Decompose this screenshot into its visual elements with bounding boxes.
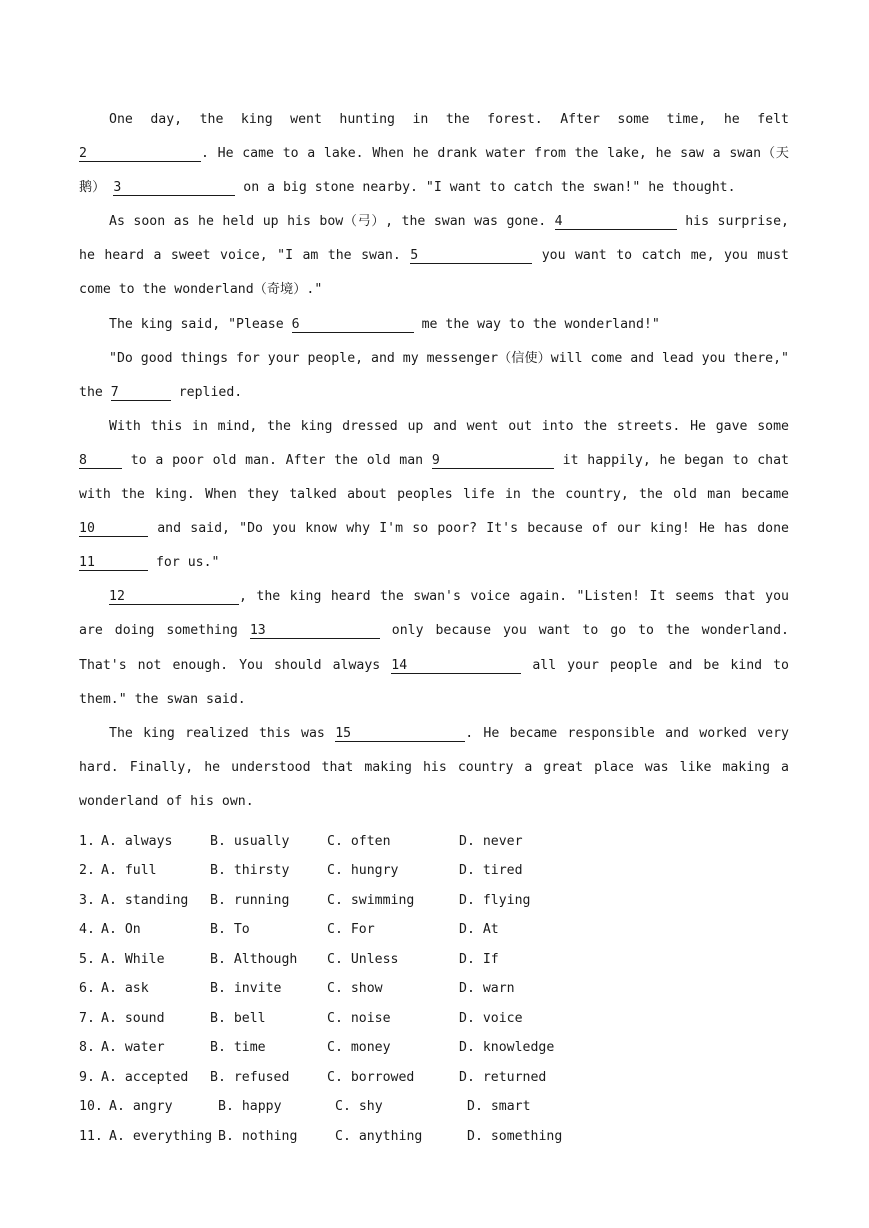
option-b: B. nothing (218, 1128, 298, 1144)
option-row (79, 833, 789, 863)
option-d: D. something (467, 1128, 563, 1144)
option-a: A. standing (101, 892, 189, 908)
option-a: A. water (101, 1040, 165, 1056)
passage-text: you want to catch me, you must come to the wonderland（奇境）." (79, 248, 789, 298)
blank-12: 12 (109, 589, 239, 605)
blank-14: 14 (391, 658, 521, 674)
question-number: 4. (79, 922, 95, 938)
question-number: 1. (79, 833, 95, 849)
option-row (79, 1098, 789, 1128)
paragraph-7 (79, 717, 789, 819)
passage-text: . He became responsible and worked very hard. Finally, he understood that making his country a great place was like making a wonderland of his own. (79, 725, 789, 809)
question-number: 10. (79, 1099, 103, 1115)
passage-text: replied. (178, 384, 243, 400)
option-d: D. warn (459, 981, 515, 997)
option-c: C. swimming (327, 892, 415, 908)
passage-text: it happily, he began to chat with the king. When they talked about peoples life in the country, the old man became (79, 452, 789, 503)
option-b: B. happy (218, 1099, 282, 1115)
paragraph-4 (79, 342, 789, 410)
blank-6: 6 (292, 317, 414, 333)
passage-text: . He came to a lake. When he drank water from the lake, he saw a swan（天鹅） (79, 146, 789, 196)
question-number: 9. (79, 1069, 95, 1085)
paragraph-5 (79, 410, 789, 580)
option-d: D. At (459, 922, 499, 938)
passage-text: One day, the king went hunting in the forest. After some time, he felt (109, 112, 789, 127)
option-a: A. always (101, 833, 173, 849)
option-c: C. hungry (327, 863, 399, 879)
blank-9: 9 (432, 453, 554, 469)
blank-13: 13 (250, 623, 380, 639)
option-a: A. accepted (101, 1069, 189, 1085)
option-b: B. thirsty (210, 863, 290, 879)
paragraph-3 (79, 308, 789, 342)
option-c: C. noise (327, 1010, 391, 1026)
question-number: 8. (79, 1040, 95, 1056)
passage-text: to a poor old man. After the old man (130, 452, 424, 468)
passage-text: for us." (155, 555, 220, 571)
blank-11: 11 (79, 555, 148, 571)
document-page (79, 103, 789, 1157)
passage-text: , the king heard the swan's voice again. "Listen! It seems that you are doing something (79, 589, 789, 639)
paragraph-2 (79, 205, 789, 307)
option-d: D. knowledge (459, 1040, 555, 1056)
passage-text: With this in mind, the king dressed up and went out into the streets. He gave some (109, 418, 789, 434)
passage-text: The king said, "Please (109, 316, 284, 332)
option-d: D. voice (459, 1010, 523, 1026)
option-c: C. Unless (327, 951, 399, 967)
passage-text: only because you want to go to the wonderland. That's not enough. You should always (79, 623, 789, 673)
option-a: A. angry (109, 1099, 173, 1115)
question-number: 11. (79, 1128, 103, 1144)
question-number: 7. (79, 1010, 95, 1026)
option-c: C. anything (335, 1128, 423, 1144)
option-row (79, 1010, 789, 1040)
blank-7: 7 (111, 385, 171, 401)
option-d: D. smart (467, 1099, 531, 1115)
passage-text: and said, "Do you know why I'm so poor? It's because of our king! He has done (157, 521, 789, 537)
option-row (79, 862, 789, 892)
option-d: D. returned (459, 1069, 547, 1085)
option-row (79, 1069, 789, 1099)
option-c: C. shy (335, 1099, 383, 1115)
option-a: A. sound (101, 1010, 165, 1026)
blank-4: 4 (555, 214, 677, 230)
option-a: A. full (101, 863, 157, 879)
passage-text: his surprise, he heard a sweet voice, "I am the swan. (79, 214, 789, 264)
option-b: B. bell (210, 1010, 266, 1026)
option-d: D. flying (459, 892, 531, 908)
option-b: B. time (210, 1040, 266, 1056)
option-c: C. money (327, 1040, 391, 1056)
option-a: A. everything (109, 1128, 213, 1144)
option-a: A. ask (101, 981, 149, 997)
answer-options (79, 833, 789, 1158)
option-c: C. For (327, 922, 375, 938)
option-row (79, 1128, 789, 1158)
option-row (79, 892, 789, 922)
question-number: 2. (79, 863, 95, 879)
blank-3: 3 (113, 180, 235, 196)
option-c: C. show (327, 981, 383, 997)
option-row (79, 980, 789, 1010)
question-number: 5. (79, 951, 95, 967)
paragraph-1 (79, 103, 789, 205)
option-a: A. On (101, 922, 141, 938)
option-c: C. often (327, 833, 391, 849)
blank-10: 10 (79, 521, 148, 537)
option-b: B. refused (210, 1069, 290, 1085)
paragraph-6 (79, 580, 789, 716)
blank-15: 15 (335, 726, 465, 742)
blank-5: 5 (410, 248, 532, 264)
option-b: B. invite (210, 981, 282, 997)
cloze-passage (79, 103, 789, 819)
option-b: B. Although (210, 951, 298, 967)
option-d: D. never (459, 833, 523, 849)
blank-8: 8 (79, 453, 122, 469)
question-number: 6. (79, 981, 95, 997)
option-c: C. borrowed (327, 1069, 415, 1085)
passage-text: me the way to the wonderland!" (421, 316, 660, 332)
passage-text: on a big stone nearby. "I want to catch the swan!" he thought. (243, 180, 736, 196)
option-row (79, 951, 789, 981)
passage-text: all your people and be kind to them." the swan said. (79, 657, 789, 707)
option-d: D. tired (459, 863, 523, 879)
option-row (79, 921, 789, 951)
passage-text: As soon as he held up his bow（弓）, the swan was gone. (109, 214, 547, 230)
option-b: B. To (210, 922, 250, 938)
option-a: A. While (101, 951, 165, 967)
passage-text: The king realized this was (109, 725, 325, 741)
option-b: B. running (210, 892, 290, 908)
option-b: B. usually (210, 833, 290, 849)
question-number: 3. (79, 892, 95, 908)
option-d: D. If (459, 951, 499, 967)
option-row (79, 1039, 789, 1069)
blank-2: 2 (79, 146, 201, 162)
passage-text: "Do good things for your people, and my messenger（信使）will come and lead you there," the (79, 350, 789, 400)
